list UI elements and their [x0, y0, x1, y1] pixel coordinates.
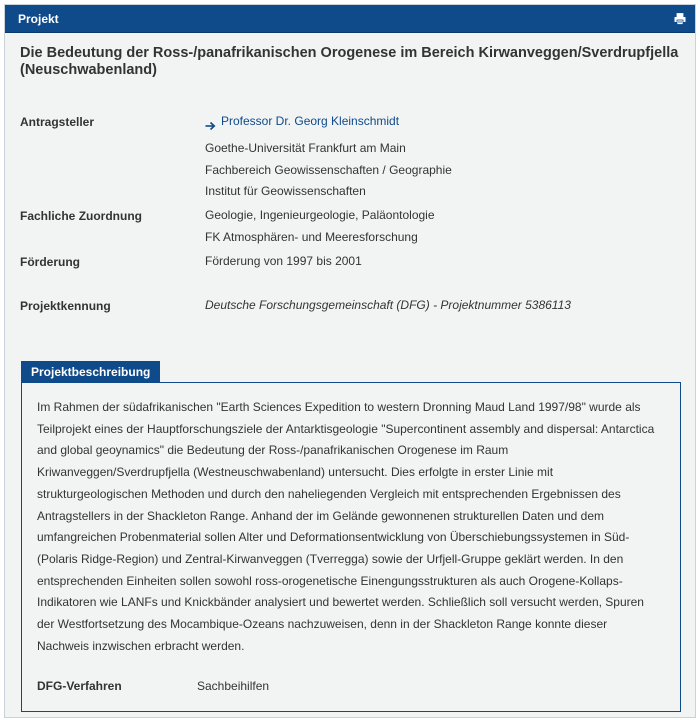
description-line: umfangreichen Probenmaterial sollen Alter und Deformationsentwicklung von Überschiebungssystemen in Süd- [37, 530, 630, 545]
institution-line: Institut für Geowissenschaften [205, 184, 366, 199]
panel-title: Projekt [18, 11, 59, 26]
description-line: Kriwanveggen/Sverdrupfjella (Westneuschwabenland) untersucht. Dies erfolgte in erster Linie mit [37, 465, 554, 480]
description-tab: Projektbeschreibung [21, 361, 160, 382]
project-panel [4, 4, 696, 718]
projektkennung-value: Deutsche Forschungsgemeinschaft (DFG) - Projektnummer 5386113 [205, 298, 571, 312]
description-line: Im Rahmen der südafrikanischen "Earth Sciences Expedition to western Dronning Maud Land 1997/98" wurde als [37, 400, 641, 414]
description-line: (Polaris Ridge-Region) und Zentral-Kirwanveggen (Tverregga) sowie der Urfjell-Gruppe geklärt werden. In den [37, 551, 624, 566]
antragsteller-label: Antragsteller [20, 115, 95, 129]
panel-header [5, 5, 695, 33]
institution-line: Fachbereich Geowissenschaften / Geographie [205, 162, 452, 177]
arrow-right-icon [205, 117, 216, 127]
fachliche-zuordnung-label: Fachliche Zuordnung [20, 209, 142, 223]
fachliche-zuordnung-value [205, 205, 435, 248]
description-line: der Westfortsetzung des Mocambique-Ozeans nachzuweisen, denn in der Shackleton Range konnte dieser [37, 617, 608, 632]
description-text [37, 397, 662, 657]
description-line: Teilprojekt eines der Hauptforschungsziele der Antarktisgeologie "Supercontinent assembly and dispersal: Antarctica [37, 421, 655, 436]
subject-line: FK Atmosphären- und Meeresforschung [205, 229, 418, 244]
description-line: entsprechenden Einheiten sollen sowohl ross-orogenetische Einengungsstrukturen als auch Orogene-Kollaps- [37, 573, 623, 588]
description-line: and global geoynamics" die Bedeutung der Ross-/panafrikanischen Orogenese im Raum [37, 443, 509, 458]
description-line: Antragstellers in der Shackleton Range. Anhand der im Gelände gewonnenen strukturellen Daten und dem [37, 508, 605, 523]
antragsteller-value [205, 111, 452, 203]
description-line: Nachweis inzwischen erbracht werden. [37, 638, 245, 653]
print-icon[interactable] [673, 12, 687, 26]
dfg-verfahren-row [37, 679, 270, 693]
institution-line: Goethe-Universität Frankfurt am Main [205, 141, 406, 156]
projektkennung-label: Projektkennung [20, 299, 111, 313]
foerderung-label: Förderung [20, 255, 80, 269]
dfg-verfahren-value: Sachbeihilfen [197, 679, 270, 693]
page-title: Die Bedeutung der Ross-/panafrikanischen Orogenese im Bereich Kirwanveggen/Sverdrupfjella (Neuschwabenland) [20, 45, 679, 78]
subject-line: Geologie, Ingenieurgeologie, Paläontologie [205, 208, 435, 222]
person-name: Professor Dr. Georg Kleinschmidt [221, 114, 400, 128]
description-line: Indikatoren wie LANFs und Knickbänder analysiert und bewertet werden. Schließlich soll versucht werden, Spuren [37, 595, 644, 610]
description-line: strukturgeologischen Methoden und durch den naheliegenden Vergleich mit entsprechenden Ergebnissen des [37, 486, 621, 501]
foerderung-value: Förderung von 1997 bis 2001 [205, 254, 362, 268]
description-box [21, 382, 681, 712]
dfg-verfahren-label: DFG-Verfahren [37, 679, 122, 693]
person-link[interactable] [205, 111, 399, 133]
